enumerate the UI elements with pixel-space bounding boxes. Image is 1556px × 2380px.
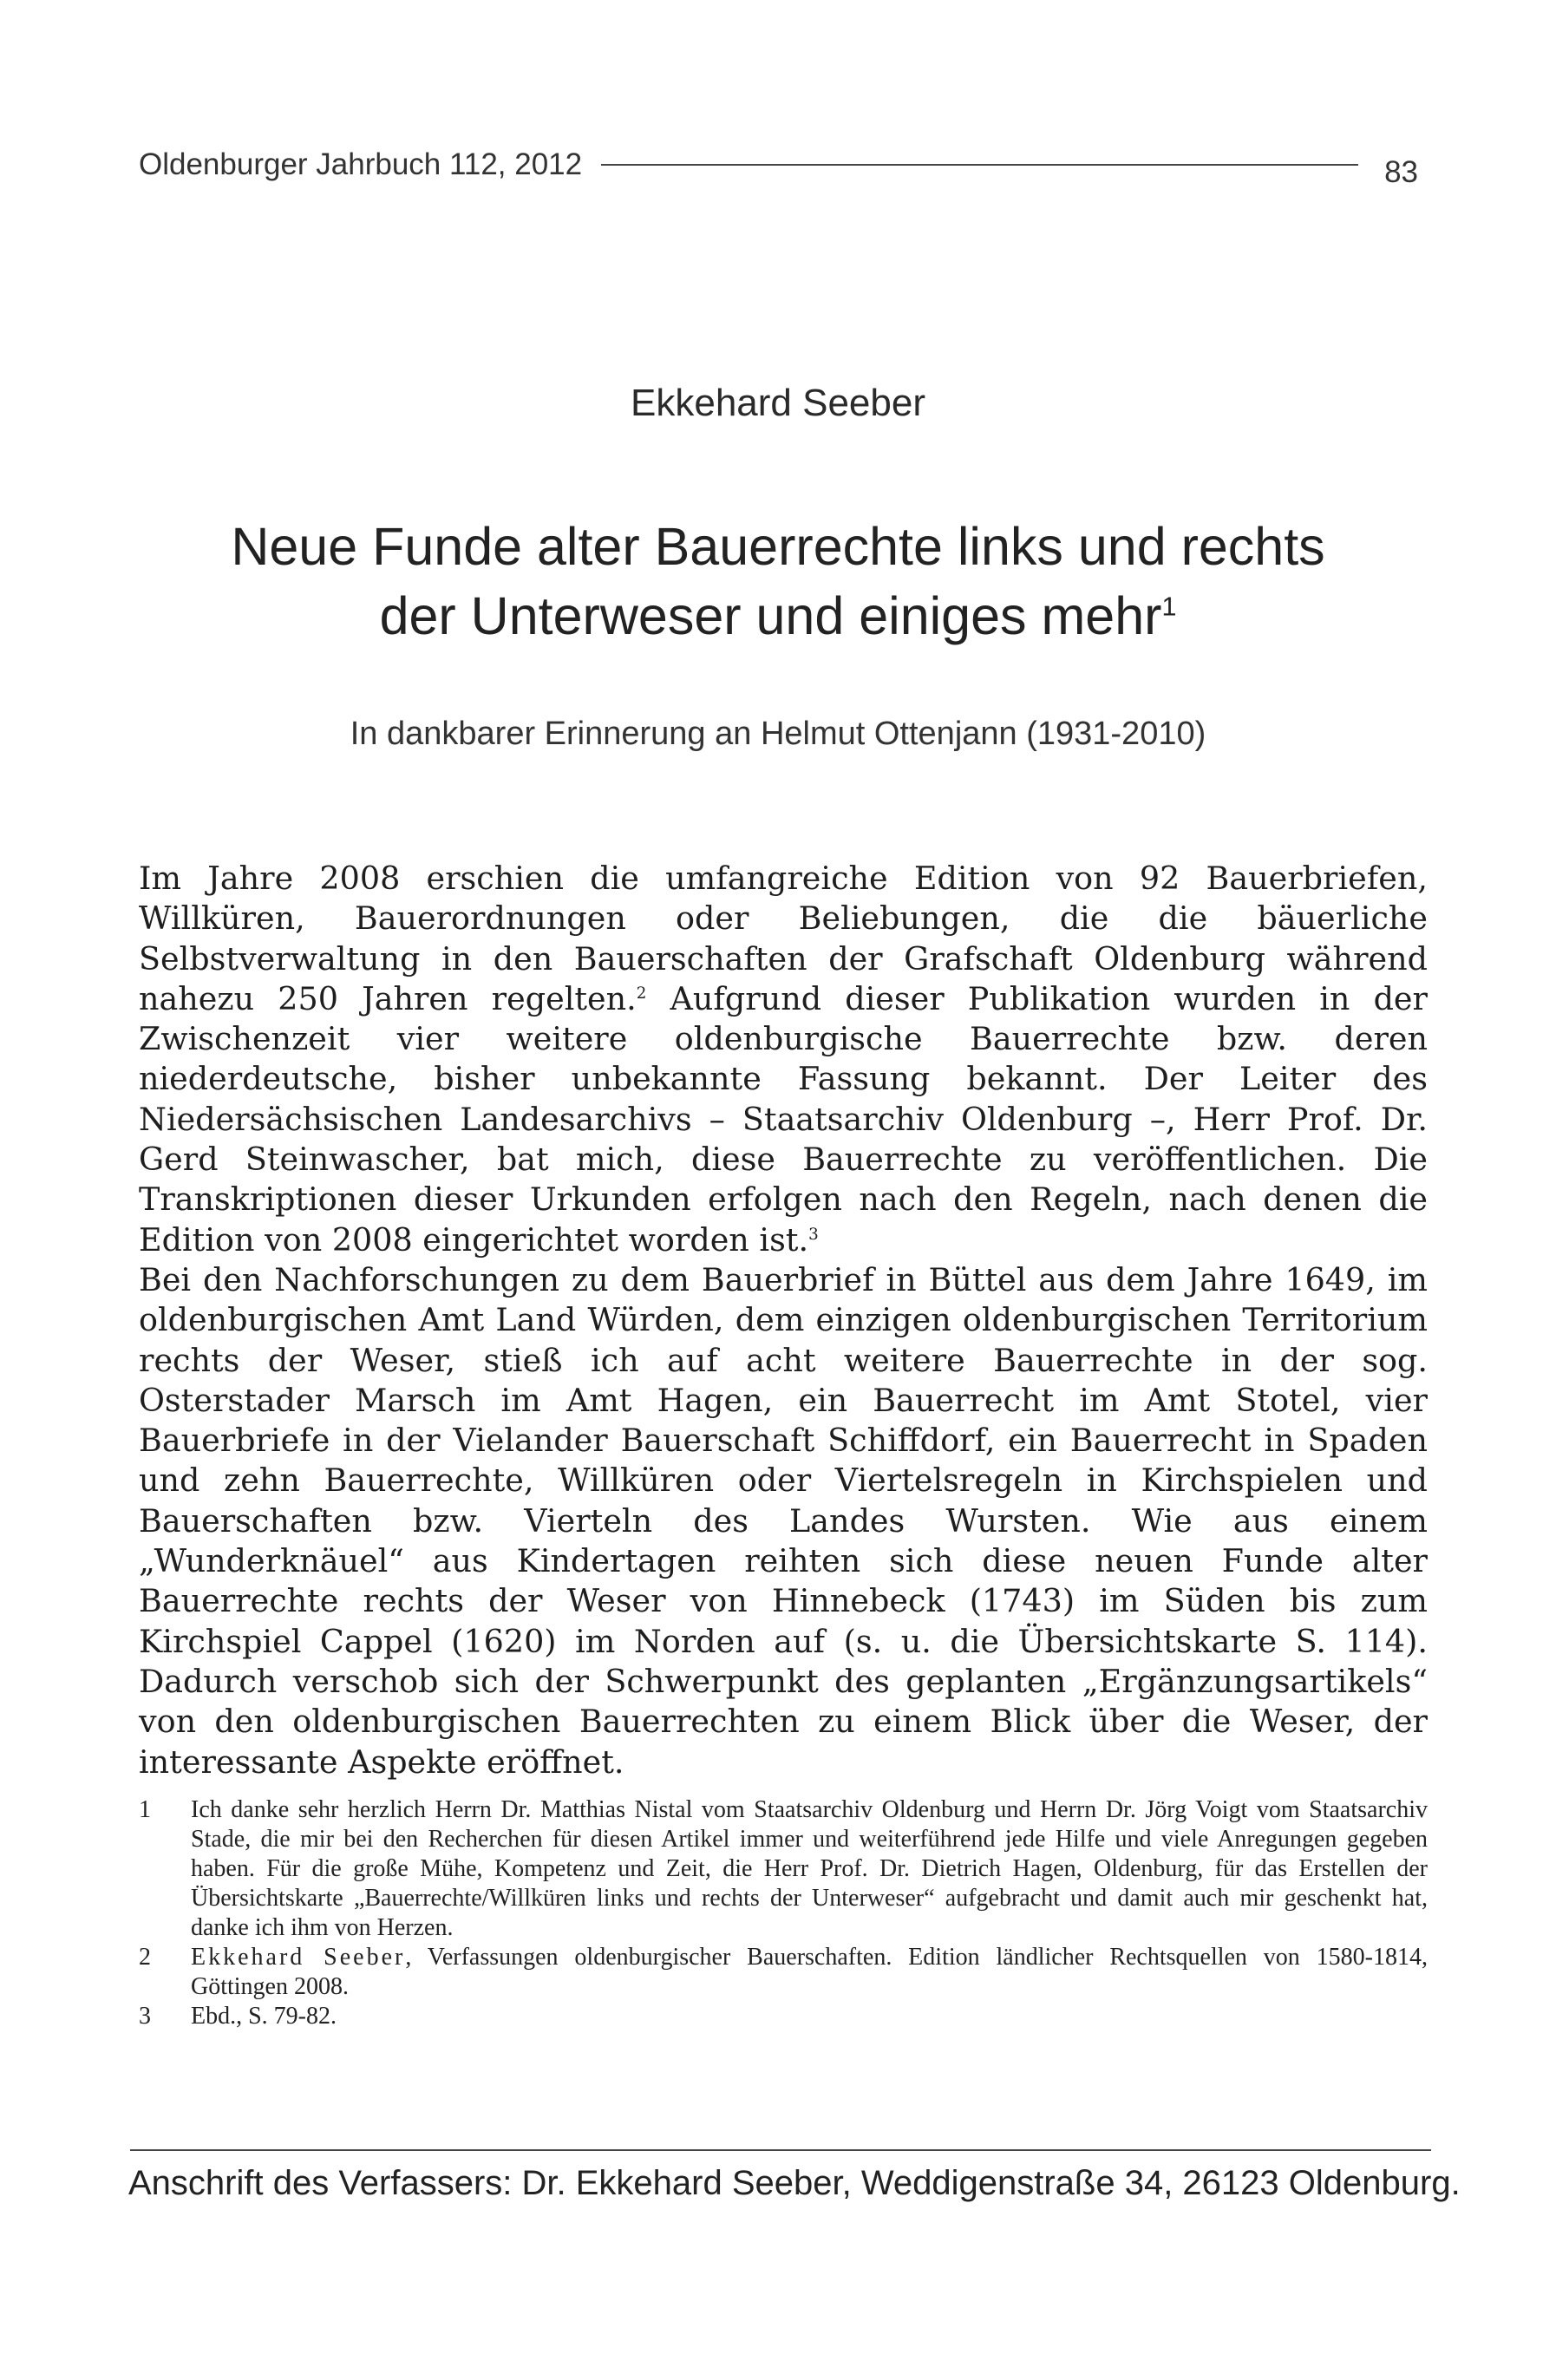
- footnote-number: 2: [139, 1944, 151, 1971]
- footnote-1: [139, 1795, 1428, 1943]
- paragraph-2: Bei den Nachforschungen zu dem Bauerbrief in Büttel aus dem Jahre 1649, im oldenburgischen Amt Land Würden, dem einzigen oldenburgischen Territorium rechts der Weser, stieß ich auf acht weitere Bauerrechte in der sog. Osterstader Marsch im Amt Hagen, ein Bauerrecht im Amt Stotel, vier Bauerbriefe in der Vielander Bauerschaft Schiffdorf, ein Bauerrecht in Spaden und zehn Bauerrechte, Willküren oder Viertelsregeln in Kirchspielen und Bauerschaften bzw. Vierteln des Landes Wursten. Wie aus einem „Wunderknäuel“ aus Kindertagen reihten sich diese neuen Funde alter Bauerrechte rechts der Weser von Hinnebeck (1743) im Süden bis zum Kirchspiel Cappel (1620) im Norden auf (s. u. die Übersichtskarte S. 114). Dadurch verschob sich der Schwerpunkt des geplanten „Ergänzungsartikels“ von den oldenburgischen Bauerrechten zu einem Blick über die Weser, der interessante Aspekte eröffnet.: [139, 1260, 1428, 1781]
- title-line-2: [0, 581, 1556, 651]
- author-address: Anschrift des Verfassers: Dr. Ekkehard Seeber, Weddigenstraße 34, 26123 Oldenburg.: [128, 2164, 1461, 2202]
- header-rule: [601, 164, 1358, 166]
- paragraph-1-part-a: Im Jahre 2008 erschien die umfangreiche Edition von 92 Bauerbriefen, Willküren, Bauerordnungen oder Beliebungen, die die bäuerliche Selbstverwaltung in den Bauerschaften der Grafschaft Oldenburg während nahezu 250 Jahren regelten.: [139, 860, 1428, 1017]
- footnote-author: Ekkehard Seeber: [191, 1944, 406, 1971]
- article-title: [0, 512, 1556, 651]
- footnote-ref-1[interactable]: 1: [1161, 592, 1177, 622]
- footnote-ref-3[interactable]: 3: [808, 1225, 819, 1244]
- footnote-3: [139, 2002, 1428, 2031]
- footnotes: [139, 1795, 1428, 2031]
- footnote-number: 1: [139, 1796, 151, 1823]
- article-author: Ekkehard Seeber: [631, 382, 925, 424]
- footnote-number: 3: [139, 2003, 151, 2030]
- footnote-text: [191, 1943, 1428, 2002]
- footnote-citation: , Verfassungen oldenburgischer Bauerschaften. Edition ländlicher Rechtsquellen von 1580-1814, Göttingen 2008.: [191, 1944, 1429, 2000]
- running-header: [139, 139, 1418, 191]
- paragraph-1: [139, 859, 1428, 1260]
- article-body: [139, 859, 1428, 1782]
- page-number: 83: [1384, 155, 1418, 189]
- address-rule: [130, 2149, 1431, 2151]
- footnote-text: Ich danke sehr herzlich Herrn Dr. Matthias Nistal vom Staatsarchiv Oldenburg und Herrn Dr. Jörg Voigt vom Staatsarchiv Stade, die mir bei den Recherchen für diesen Artikel immer und weiterführend jede Hilfe und viele Anregungen gegeben haben. Für die große Mühe, Kompetenz und Zeit, die Herr Prof. Dr. Dietrich Hagen, Oldenburg, für das Erstellen der Übersichtskarte „Bauerrechte/Willküren links und rechts der Unterweser“ aufgebracht und damit auch mir geschenkt hat, danke ich ihm von Herzen.: [191, 1796, 1428, 1941]
- dedication: In dankbarer Erinnerung an Helmut Ottenjann (1931-2010): [350, 716, 1206, 752]
- footnote-2: [139, 1943, 1428, 2002]
- journal-name: Oldenburger Jahrbuch 112, 2012: [139, 147, 583, 181]
- footnote-ref-2[interactable]: 2: [636, 984, 647, 1003]
- title-line-1: Neue Funde alter Bauerrechte links und rechts: [231, 517, 1325, 576]
- paragraph-1-part-b: Aufgrund dieser Publikation wurden in der Zwischenzeit vier weitere oldenburgische Bauerrechte bzw. deren niederdeutsche, bisher unbekannte Fassung bekannt. Der Leiter des Niedersächsischen Landesarchivs – Staatsarchiv Oldenburg –, Herr Prof. Dr. Gerd Steinwascher, bat mich, diese Bauerrechte zu veröffentlichen. Die Transkriptionen dieser Urkunden erfolgen nach den Regeln, nach denen die Edition von 2008 eingerichtet worden ist.: [139, 979, 1428, 1259]
- footnote-text: Ebd., S. 79-82.: [191, 2003, 337, 2030]
- title-line-2-text: der Unterweser und einiges mehr: [379, 586, 1162, 645]
